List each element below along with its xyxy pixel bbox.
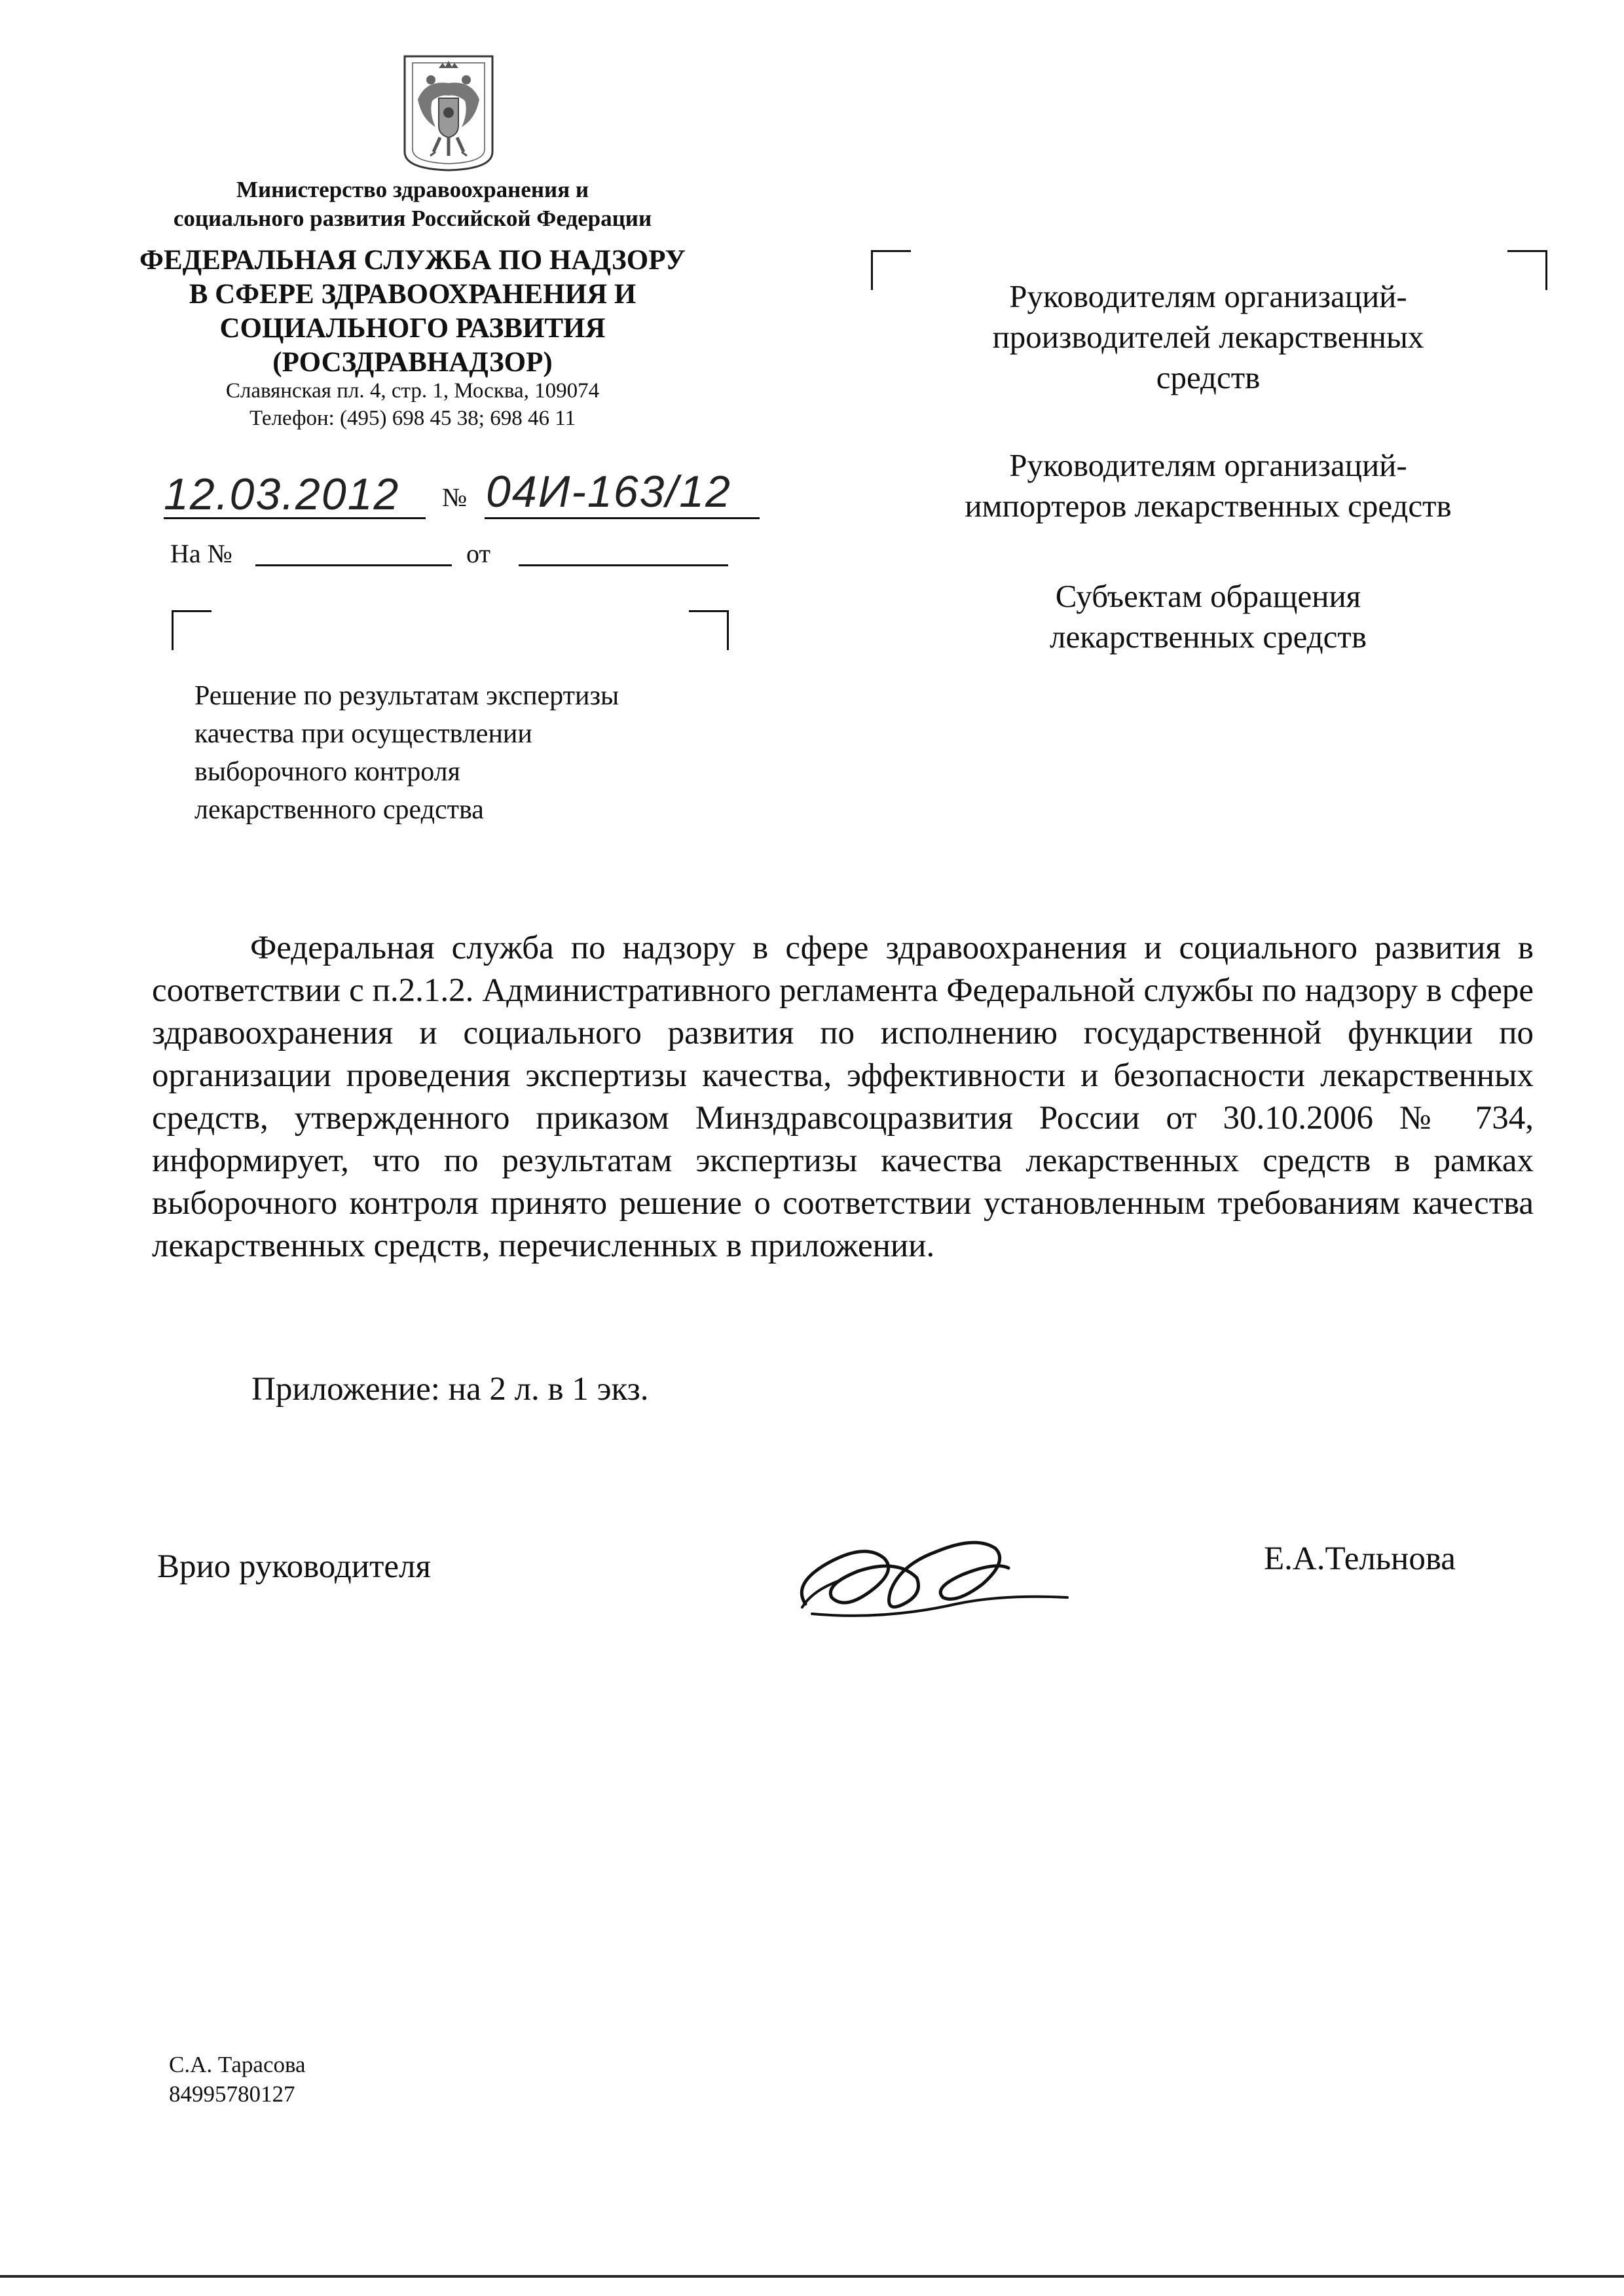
outgoing-number: 04И-163/12 — [486, 467, 731, 517]
reference-date-label: от — [466, 539, 490, 568]
addressee-1: Руководителям организаций- производителей лекарственных средств — [992, 278, 1424, 395]
service-line-1: ФЕДЕРАЛЬНАЯ СЛУЖБА ПО НАДЗОРУ — [139, 245, 686, 276]
issuer-phone: Телефон: (495) 698 45 38; 698 46 11 — [249, 407, 576, 430]
issuer-address: Славянская пл. 4, стр. 1, Москва, 109074 — [225, 379, 600, 403]
subject-corner-left — [172, 610, 212, 650]
service-line-3: СОЦИАЛЬНОГО РАЗВИТИЯ — [219, 313, 606, 344]
addressee-2: Руководителям организаций- импортеров лекарственных средств — [965, 447, 1452, 524]
outgoing-date: 12.03.2012 — [164, 469, 400, 519]
attachment-note: Приложение: на 2 л. в 1 экз. — [251, 1371, 649, 1408]
ministry-line-1: Министерство здравоохранения и — [236, 177, 589, 202]
service-line-2: В СФЕРЕ ЗДРАВООХРАНЕНИЯ И — [189, 279, 637, 310]
ministry-line-2: социального развития Российской Федерации — [173, 206, 652, 231]
number-label: № — [442, 483, 468, 512]
signatory-role: Врио руководителя — [157, 1548, 431, 1585]
letter-subject: Решение по результатам экспертизы качества при осуществлении выборочного контроля лекарственного средства — [194, 681, 619, 825]
executor-name: С.А. Тарасова — [169, 2052, 306, 2077]
handwritten-signature — [786, 1506, 1074, 1637]
reference-date-line — [519, 564, 728, 566]
coat-of-arms-icon — [399, 54, 498, 172]
signatory-name: Е.А.Тельнова — [1264, 1540, 1456, 1577]
page-bottom-rule — [0, 2275, 1624, 2278]
service-name — [85, 244, 740, 380]
number-underline — [485, 517, 760, 519]
issuer-contacts — [85, 377, 740, 432]
subject-corner-right — [689, 610, 729, 650]
reference-number-line — [255, 564, 452, 566]
reference-number-label: На № — [170, 539, 232, 568]
executor-phone: 84995780127 — [169, 2081, 295, 2107]
date-underline — [164, 517, 426, 519]
addressee-3: Субъектам обращения лекарственных средств — [1050, 578, 1367, 655]
service-line-4: (РОСЗДРАВНАДЗОР) — [272, 347, 553, 378]
ministry-name — [85, 175, 740, 233]
letter-body: Федеральная служба по надзору в сфере здравоохранения и социального развития в соответствии с п.2.1.2. Административного регламента Федеральной службы по надзору в сфере здравоохранения и социального развития по исполнению государственной функции по организации проведения экспертизы качества, эффективности и безопасности лекарственных средств, утвержденного приказом Минздравсоцразвития России от 30.10.2006 № 734, информирует, что по результатам экспертизы качества лекарственных средств в рамках выборочного контроля принято решение о соответствии установленным требованиям качества лекарственных средств, перечисленных в приложении. — [152, 930, 1534, 1264]
